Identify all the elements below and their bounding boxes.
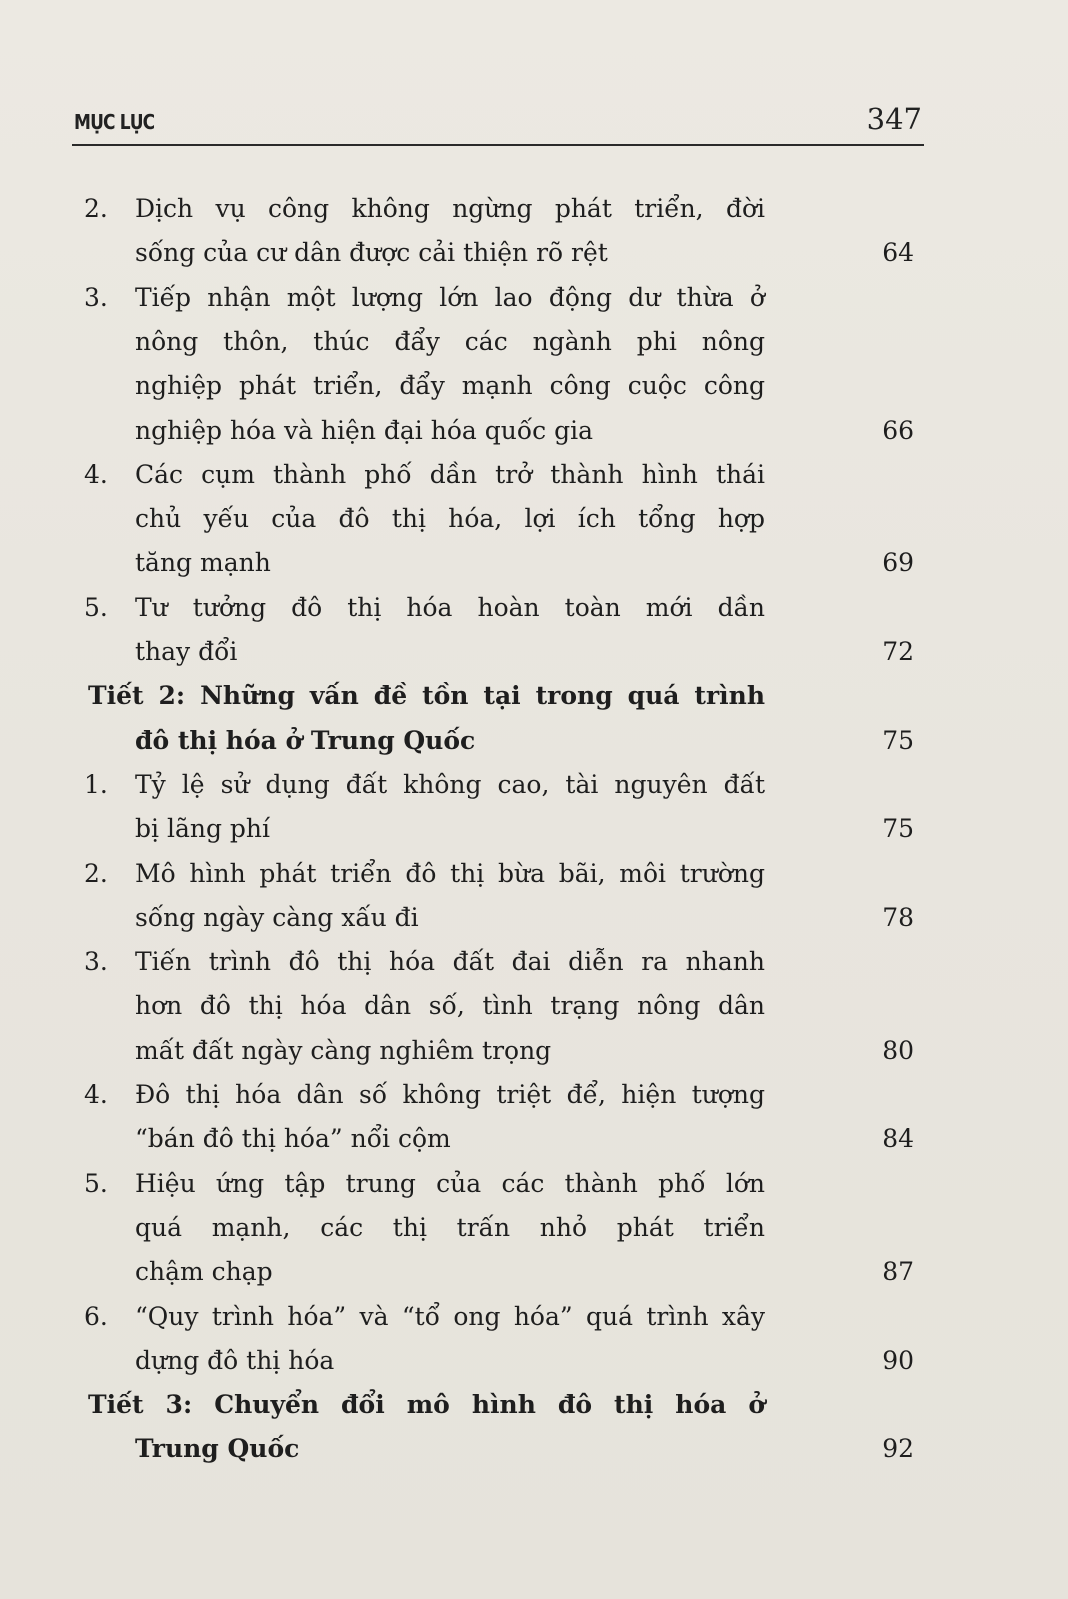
- toc-entry-title-line: Các cụm thành phố dần trở thành hình thái: [135, 459, 765, 489]
- toc-entry-number: 1.: [84, 769, 108, 799]
- toc-entry-title-line: mất đất ngày càng nghiêm trọng: [135, 1035, 552, 1065]
- toc-page-number: 72: [882, 637, 914, 666]
- toc-entry-title-line: “Quy trình hóa” và “tổ ong hóa” quá trình xây: [135, 1301, 765, 1331]
- running-header-title: MỤC LỤC: [74, 110, 155, 134]
- toc-entry-title-line: hơn đô thị hóa dân số, tình trạng nông dân: [135, 991, 765, 1021]
- toc-entry-title-line: sống ngày càng xấu đi: [135, 902, 419, 932]
- toc-page-number: 87: [882, 1257, 914, 1287]
- toc-page-number: 92: [882, 1434, 914, 1464]
- toc-entry-number: 3.: [84, 947, 108, 977]
- toc-entry-title-line: chậm chạp: [135, 1257, 273, 1287]
- toc-entry-title-line: “bán đô thị hóa” nổi cộm: [135, 1124, 451, 1154]
- toc-section-title-line: Trung Quốc: [135, 1434, 300, 1464]
- toc-entry-number: 4.: [84, 1080, 108, 1109]
- toc-page-number: 69: [882, 548, 914, 578]
- toc-entry-number: 5.: [84, 1168, 108, 1198]
- toc-entry-number: 5.: [84, 592, 108, 622]
- toc-entry-title-line: nông thôn, thúc đẩy các ngành phi nông: [135, 326, 765, 356]
- page-number: 347: [866, 102, 922, 136]
- toc-entry-title-line: Hiệu ứng tập trung của các thành phố lớn: [135, 1168, 765, 1198]
- toc-entry-title-line: bị lãng phí: [135, 814, 270, 844]
- toc-entry-title-line: thay đổi: [135, 637, 238, 666]
- toc-section-title-line: đô thị hóa ở Trung Quốc: [135, 725, 476, 755]
- toc-entry-title-line: Tỷ lệ sử dụng đất không cao, tài nguyên đất: [135, 769, 765, 799]
- toc-entry-number: 2.: [84, 194, 108, 223]
- toc-entry-title-line: Tiến trình đô thị hóa đất đai diễn ra nhanh: [135, 947, 765, 977]
- toc-page-number: 66: [882, 415, 914, 445]
- toc-page-number: 75: [882, 725, 914, 755]
- toc-entry-number: 4.: [84, 459, 108, 489]
- toc-entry-number: 3.: [84, 282, 108, 312]
- toc-section-title-line: Tiết 3: Chuyển đổi mô hình đô thị hóa ở: [88, 1390, 765, 1420]
- toc-entry-title-line: Tư tưởng đô thị hóa hoàn toàn mới dần: [135, 592, 765, 622]
- toc-entry-title-line: nghiệp phát triển, đẩy mạnh công cuộc công: [135, 371, 765, 401]
- toc-entry-number: 2.: [84, 858, 108, 888]
- toc-entry-title-line: dựng đô thị hóa: [135, 1345, 335, 1375]
- toc-section-title-line: Tiết 2: Những vấn đề tồn tại trong quá trình: [88, 681, 765, 711]
- toc-entry-title-line: nghiệp hóa và hiện đại hóa quốc gia: [135, 415, 593, 445]
- toc-page-number: 80: [882, 1035, 914, 1065]
- toc-page-number: 90: [882, 1345, 914, 1375]
- toc-entry-title-line: Tiếp nhận một lượng lớn lao động dư thừa ở: [135, 282, 765, 312]
- toc-entry-title-line: Đô thị hóa dân số không triệt để, hiện tượng: [135, 1080, 765, 1109]
- toc-page-number: 78: [882, 902, 914, 932]
- toc-entry-title-line: chủ yếu của đô thị hóa, lợi ích tổng hợp: [135, 504, 765, 534]
- toc-entry-title-line: quá mạnh, các thị trấn nhỏ phát triển: [135, 1212, 765, 1242]
- toc-page-number: 75: [882, 814, 914, 844]
- toc-entry-title-line: Mô hình phát triển đô thị bừa bãi, môi trường: [135, 858, 765, 888]
- toc-entry-title-line: tăng mạnh: [135, 548, 271, 578]
- toc-page-number: 64: [882, 238, 914, 268]
- toc-page-number: 84: [882, 1124, 914, 1154]
- toc-entry-title-line: Dịch vụ công không ngừng phát triển, đời: [135, 194, 765, 223]
- toc-entry-number: 6.: [84, 1301, 108, 1331]
- toc-entry-title-line: sống của cư dân được cải thiện rõ rệt: [135, 238, 608, 268]
